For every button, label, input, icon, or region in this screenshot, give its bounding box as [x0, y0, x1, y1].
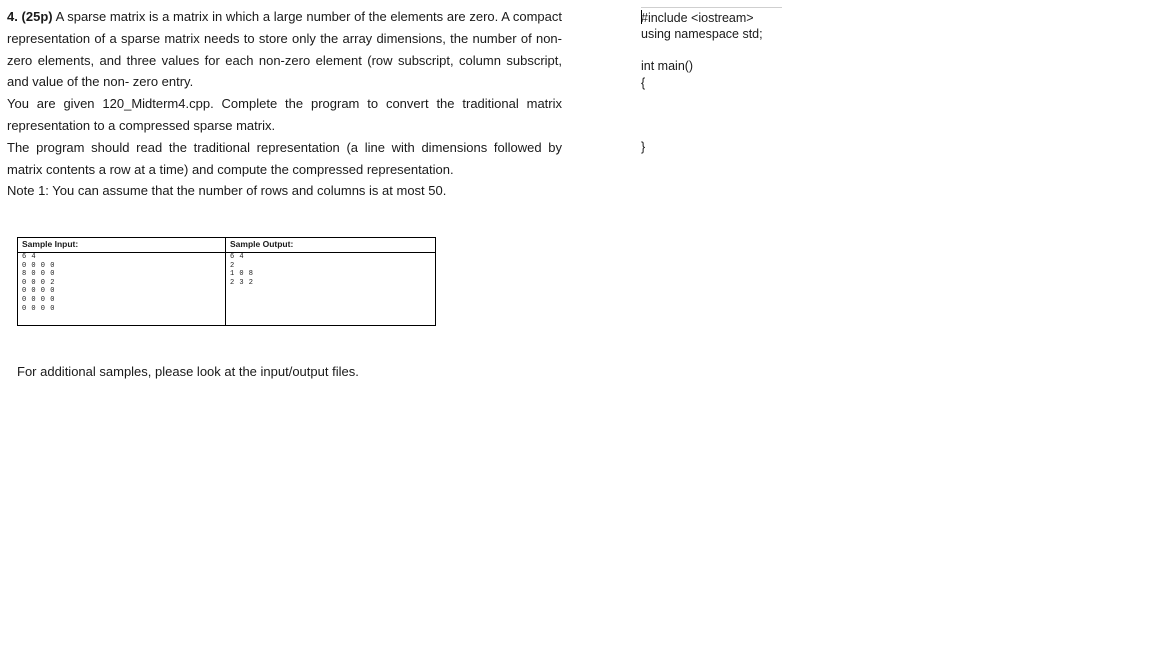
sample-table-body-row — [18, 253, 436, 326]
sample-input-cell — [18, 253, 226, 326]
code-line-namespace[interactable]: using namespace std; — [641, 27, 763, 41]
question-note: Note 1: You can assume that the number of rows and columns is at most 50. — [7, 183, 447, 199]
sample-table-header-row — [18, 238, 436, 253]
question-intro-paragraph — [7, 6, 562, 93]
code-line-close-brace[interactable]: } — [641, 140, 646, 154]
sample-io-table — [17, 237, 436, 326]
additional-samples-note: For additional samples, please look at the input/output files. — [17, 364, 359, 379]
code-line-open-brace[interactable]: { — [641, 76, 646, 90]
sample-output-line: 1 0 8 — [230, 270, 254, 279]
code-editor[interactable] — [641, 7, 782, 158]
question-intro: A sparse matrix is a matrix in which a large number of the elements are zero. A compact representation of a sparse matrix needs to store only the array dimensions, the number of non-zero elements, and three values for each non-zero element (row subscript, column subscript, and value of the non- zero entry. — [7, 9, 562, 90]
question-given: You are given 120_Midterm4.cpp. Complete the program to convert the traditional matrix representation to a compressed sparse matrix. — [7, 96, 562, 133]
sample-input-line: 6 4 — [22, 253, 37, 261]
sample-input-line: 0 0 0 0 — [22, 287, 55, 296]
code-line-main-signature[interactable]: int main() — [641, 59, 694, 73]
sample-input-line: 8 0 0 0 — [22, 270, 55, 279]
question-text — [7, 6, 562, 202]
sample-output-line: 2 3 2 — [230, 278, 254, 287]
sample-output-header: Sample Output: — [226, 238, 436, 253]
question-heading: 4. (25p) — [7, 9, 53, 24]
question-instructions: The program should read the traditional representation (a line with dimensions followed by matrix contents a row at a time) and compute the compressed representation. — [7, 139, 562, 177]
sample-input-line: 0 0 0 2 — [22, 278, 55, 287]
sample-output-line: 6 4 — [230, 253, 245, 261]
sample-input-line: 0 0 0 0 — [22, 304, 55, 313]
sample-input-header: Sample Input: — [18, 238, 226, 253]
sample-input-line: 0 0 0 0 — [22, 261, 55, 270]
code-line-include[interactable]: #include <iostream> — [641, 11, 754, 25]
sample-input-line: 0 0 0 0 — [22, 295, 55, 304]
sample-output-cell — [226, 253, 436, 326]
sample-output-line: 2 — [230, 261, 235, 270]
